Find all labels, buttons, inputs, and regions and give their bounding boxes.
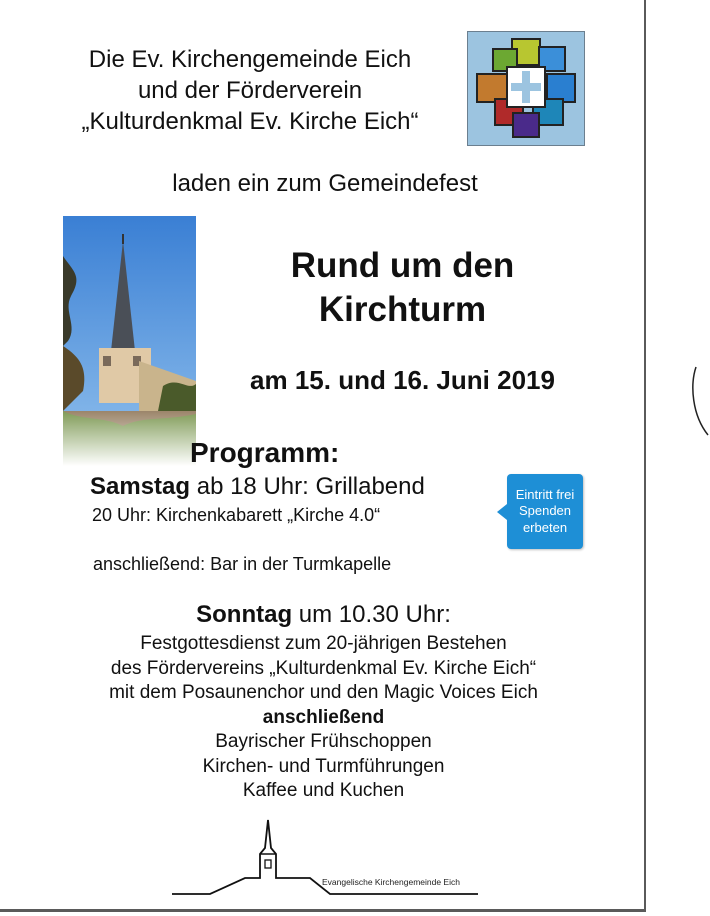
callout-line-2: Spenden: [518, 503, 572, 519]
sunday-line-4: anschließend: [262, 706, 385, 728]
title-line-1: Rund um den: [290, 246, 515, 285]
sunday-line-7: Kaffee und Kuchen: [242, 780, 405, 801]
entry-free-callout: [507, 474, 583, 549]
footer-logo-text: Evangelische Kirchengemeinde Eich: [322, 877, 460, 887]
header-line-2: und der Förderverein: [137, 77, 363, 104]
saturday-bar: anschließend: Bar in der Turmkapelle: [93, 554, 392, 574]
event-title: [230, 244, 575, 332]
sunday-time: um 10.30 Uhr:: [292, 601, 451, 628]
saturday-label: Samstag: [90, 473, 191, 500]
sunday-line: [100, 601, 547, 629]
header-line-1: Die Ev. Kirchengemeinde Eich: [88, 46, 412, 73]
church-tower-photo: [63, 216, 196, 466]
callout-line-1: Eintritt frei: [515, 486, 575, 502]
saturday-cabaret: 20 Uhr: Kirchenkabarett „Kirche 4.0“: [92, 505, 381, 525]
callout-line-3: erbeten: [522, 519, 568, 535]
sunday-line-2: des Fördervereins „Kulturdenkmal Ev. Kirche Eich“: [110, 657, 537, 679]
cross-logo-icon: [467, 31, 585, 146]
invite-text: laden ein zum Gemeindefest: [172, 170, 478, 197]
sunday-label: Sonntag: [196, 601, 293, 628]
sunday-line-6: Kirchen- und Turmführungen: [202, 755, 445, 777]
title-line-2: Kirchturm: [318, 290, 487, 329]
saturday-line: [90, 473, 425, 501]
saturday-time: ab 18 Uhr: Grillabend: [190, 473, 425, 500]
sunday-line-1: Festgottesdienst zum 20-jährigen Bestehen: [140, 633, 507, 654]
margin-curve: [686, 365, 710, 440]
header-line-3: „Kulturdenkmal Ev. Kirche Eich“: [81, 108, 419, 135]
sunday-line-5: Bayrischer Frühschoppen: [215, 731, 432, 752]
event-date: am 15. und 16. Juni 2019: [250, 365, 555, 395]
header-text: [40, 44, 460, 137]
sunday-details: [60, 632, 587, 804]
sunday-line-3: mit dem Posaunenchor und den Magic Voices Eich: [109, 682, 538, 703]
programm-heading: Programm:: [190, 437, 340, 468]
